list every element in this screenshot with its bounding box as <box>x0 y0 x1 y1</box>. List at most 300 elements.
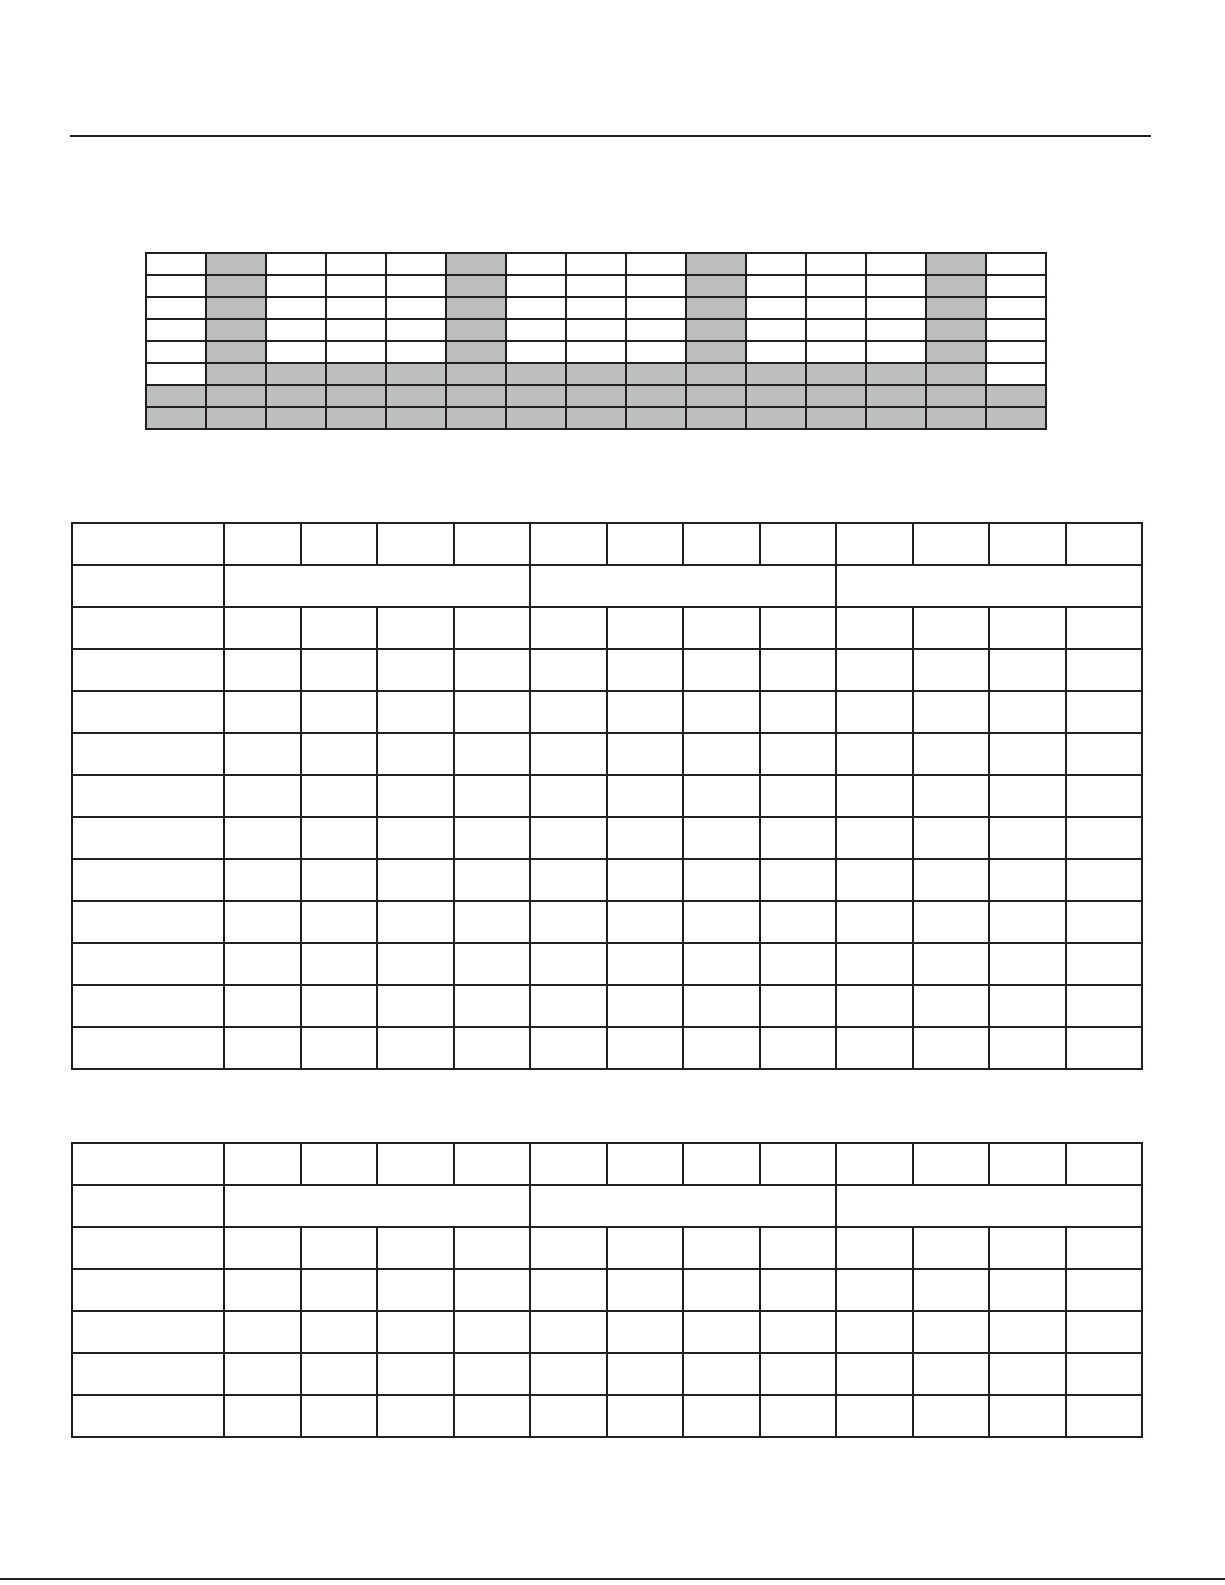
entry-cell[interactable] <box>989 1027 1066 1069</box>
entry-cell[interactable] <box>913 649 990 691</box>
entry-cell[interactable] <box>377 775 454 817</box>
blank-form-table-2 <box>71 1142 1143 1438</box>
entry-cell[interactable] <box>989 1311 1066 1353</box>
header-cell <box>683 1143 760 1185</box>
entry-cell[interactable] <box>530 1353 607 1395</box>
table-row <box>72 1185 1142 1227</box>
entry-cell[interactable] <box>913 859 990 901</box>
entry-cell[interactable] <box>760 859 837 901</box>
entry-cell[interactable] <box>836 1269 913 1311</box>
entry-cell[interactable] <box>1066 985 1143 1027</box>
entry-cell[interactable] <box>760 1227 837 1269</box>
entry-cell[interactable] <box>530 1227 607 1269</box>
entry-cell[interactable] <box>377 901 454 943</box>
entry-cell[interactable] <box>989 1353 1066 1395</box>
grid-cell-shaded <box>746 363 806 385</box>
entry-cell[interactable] <box>836 901 913 943</box>
entry-cell[interactable] <box>301 1269 378 1311</box>
grid-cell-blank <box>146 297 206 319</box>
entry-cell[interactable] <box>377 1311 454 1353</box>
entry-cell[interactable] <box>913 607 990 649</box>
entry-cell[interactable] <box>224 943 301 985</box>
entry-cell[interactable] <box>224 691 301 733</box>
table-row <box>72 1143 1142 1185</box>
entry-cell[interactable] <box>836 1353 913 1395</box>
entry-cell[interactable] <box>989 901 1066 943</box>
entry-cell[interactable] <box>607 1027 684 1069</box>
entry-cell[interactable] <box>224 1353 301 1395</box>
entry-cell[interactable] <box>683 1227 760 1269</box>
row-label-cell[interactable] <box>72 1353 224 1395</box>
entry-cell[interactable] <box>607 733 684 775</box>
entry-cell[interactable] <box>454 1311 531 1353</box>
group-cell[interactable] <box>836 565 1142 607</box>
entry-cell[interactable] <box>224 859 301 901</box>
entry-cell[interactable] <box>683 1353 760 1395</box>
group-cell[interactable] <box>530 565 836 607</box>
row-label-cell[interactable] <box>72 901 224 943</box>
entry-cell[interactable] <box>377 607 454 649</box>
entry-cell[interactable] <box>224 607 301 649</box>
entry-cell[interactable] <box>530 733 607 775</box>
entry-cell[interactable] <box>989 775 1066 817</box>
grid-cell-shaded <box>926 319 986 341</box>
grid-cell-shaded <box>566 407 626 429</box>
entry-cell[interactable] <box>454 1269 531 1311</box>
entry-cell[interactable] <box>377 817 454 859</box>
entry-cell[interactable] <box>224 985 301 1027</box>
table-row <box>72 1027 1142 1069</box>
entry-cell[interactable] <box>760 985 837 1027</box>
entry-cell[interactable] <box>760 1027 837 1069</box>
entry-cell[interactable] <box>989 607 1066 649</box>
entry-cell[interactable] <box>454 901 531 943</box>
entry-cell[interactable] <box>913 1311 990 1353</box>
header-rule <box>70 135 1151 137</box>
entry-cell[interactable] <box>224 1227 301 1269</box>
grid-row <box>146 363 1046 385</box>
entry-cell[interactable] <box>683 775 760 817</box>
grid-cell-shaded <box>746 385 806 407</box>
entry-cell[interactable] <box>1066 1395 1143 1437</box>
entry-cell[interactable] <box>683 817 760 859</box>
entry-cell[interactable] <box>836 985 913 1027</box>
entry-cell[interactable] <box>683 691 760 733</box>
grid-cell-shaded <box>266 385 326 407</box>
entry-cell[interactable] <box>836 733 913 775</box>
grid-row <box>146 319 1046 341</box>
entry-cell[interactable] <box>301 985 378 1027</box>
entry-cell[interactable] <box>454 1027 531 1069</box>
table-row <box>72 1311 1142 1353</box>
entry-cell[interactable] <box>989 1269 1066 1311</box>
entry-cell[interactable] <box>989 1227 1066 1269</box>
grid-cell-shaded <box>926 253 986 275</box>
entry-cell[interactable] <box>454 1353 531 1395</box>
group-cell[interactable] <box>836 1185 1142 1227</box>
entry-cell[interactable] <box>377 985 454 1027</box>
entry-cell[interactable] <box>683 1269 760 1311</box>
entry-cell[interactable] <box>454 607 531 649</box>
entry-cell[interactable] <box>301 817 378 859</box>
entry-cell[interactable] <box>913 943 990 985</box>
entry-cell[interactable] <box>224 901 301 943</box>
grid-cell-shaded <box>326 385 386 407</box>
entry-cell[interactable] <box>683 649 760 691</box>
entry-cell[interactable] <box>1066 607 1143 649</box>
entry-cell[interactable] <box>836 859 913 901</box>
entry-cell[interactable] <box>989 1395 1066 1437</box>
entry-cell[interactable] <box>836 775 913 817</box>
entry-cell[interactable] <box>683 1027 760 1069</box>
entry-cell[interactable] <box>683 943 760 985</box>
grid-cell-blank <box>146 341 206 363</box>
entry-cell[interactable] <box>1066 733 1143 775</box>
header-cell <box>683 523 760 565</box>
entry-cell[interactable] <box>989 691 1066 733</box>
entry-cell[interactable] <box>454 691 531 733</box>
grid-cell-shaded <box>206 341 266 363</box>
entry-cell[interactable] <box>683 607 760 649</box>
grid-row <box>146 341 1046 363</box>
row-label-cell[interactable] <box>72 733 224 775</box>
entry-cell[interactable] <box>1066 1027 1143 1069</box>
entry-cell[interactable] <box>760 775 837 817</box>
entry-cell[interactable] <box>454 649 531 691</box>
entry-cell[interactable] <box>913 1395 990 1437</box>
row-label-cell[interactable] <box>72 1269 224 1311</box>
entry-cell[interactable] <box>607 817 684 859</box>
entry-cell[interactable] <box>454 775 531 817</box>
entry-cell[interactable] <box>607 943 684 985</box>
entry-cell[interactable] <box>836 1227 913 1269</box>
entry-cell[interactable] <box>377 1027 454 1069</box>
blank-form-table-2-body <box>72 1143 1142 1437</box>
entry-cell[interactable] <box>607 1395 684 1437</box>
entry-cell[interactable] <box>1066 1227 1143 1269</box>
grid-cell-shaded <box>806 363 866 385</box>
entry-cell[interactable] <box>836 1027 913 1069</box>
entry-cell[interactable] <box>224 817 301 859</box>
entry-cell[interactable] <box>760 649 837 691</box>
entry-cell[interactable] <box>989 859 1066 901</box>
grid-cell-blank <box>506 275 566 297</box>
grid-cell-shaded <box>686 275 746 297</box>
grid-cell-blank <box>866 319 926 341</box>
entry-cell[interactable] <box>683 1311 760 1353</box>
entry-cell[interactable] <box>1066 901 1143 943</box>
grid-cell-blank <box>866 297 926 319</box>
header-cell <box>836 523 913 565</box>
grid-cell-blank <box>326 341 386 363</box>
entry-cell[interactable] <box>377 1269 454 1311</box>
row-label-cell[interactable] <box>72 607 224 649</box>
header-cell <box>377 523 454 565</box>
entry-cell[interactable] <box>989 733 1066 775</box>
entry-cell[interactable] <box>607 901 684 943</box>
entry-cell[interactable] <box>989 943 1066 985</box>
entry-cell[interactable] <box>836 607 913 649</box>
grid-cell-blank <box>746 341 806 363</box>
grid-cell-shaded <box>446 407 506 429</box>
entry-cell[interactable] <box>989 649 1066 691</box>
row-label-cell[interactable] <box>72 691 224 733</box>
table-row <box>72 733 1142 775</box>
entry-cell[interactable] <box>301 943 378 985</box>
entry-cell[interactable] <box>530 607 607 649</box>
grid-cell-shaded <box>686 407 746 429</box>
grid-cell-blank <box>266 297 326 319</box>
entry-cell[interactable] <box>760 1353 837 1395</box>
entry-cell[interactable] <box>1066 943 1143 985</box>
entry-cell[interactable] <box>377 1395 454 1437</box>
entry-cell[interactable] <box>301 859 378 901</box>
entry-cell[interactable] <box>607 1353 684 1395</box>
entry-cell[interactable] <box>913 1269 990 1311</box>
grid-cell-blank <box>986 253 1046 275</box>
header-cell <box>224 1143 301 1185</box>
entry-cell[interactable] <box>530 649 607 691</box>
entry-cell[interactable] <box>683 901 760 943</box>
grid-cell-shaded <box>626 385 686 407</box>
entry-cell[interactable] <box>913 817 990 859</box>
entry-cell[interactable] <box>913 775 990 817</box>
entry-cell[interactable] <box>760 1269 837 1311</box>
entry-cell[interactable] <box>1066 691 1143 733</box>
table-row <box>72 523 1142 565</box>
entry-cell[interactable] <box>1066 1269 1143 1311</box>
group-cell[interactable] <box>224 1185 530 1227</box>
entry-cell[interactable] <box>530 859 607 901</box>
grid-cell-blank <box>986 319 1046 341</box>
entry-cell[interactable] <box>377 943 454 985</box>
entry-cell[interactable] <box>989 817 1066 859</box>
entry-cell[interactable] <box>836 817 913 859</box>
entry-cell[interactable] <box>607 985 684 1027</box>
entry-cell[interactable] <box>454 733 531 775</box>
entry-cell[interactable] <box>377 859 454 901</box>
row-label-cell[interactable] <box>72 775 224 817</box>
entry-cell[interactable] <box>301 1353 378 1395</box>
entry-cell[interactable] <box>760 691 837 733</box>
entry-cell[interactable] <box>760 817 837 859</box>
grid-cell-blank <box>386 319 446 341</box>
grid-cell-blank <box>566 253 626 275</box>
entry-cell[interactable] <box>530 691 607 733</box>
entry-cell[interactable] <box>760 1311 837 1353</box>
entry-cell[interactable] <box>683 733 760 775</box>
entry-cell[interactable] <box>530 775 607 817</box>
entry-cell[interactable] <box>1066 859 1143 901</box>
entry-cell[interactable] <box>224 649 301 691</box>
grid-cell-blank <box>506 319 566 341</box>
header-cell <box>760 523 837 565</box>
entry-cell[interactable] <box>683 985 760 1027</box>
grid-cell-blank <box>146 253 206 275</box>
grid-cell-blank <box>626 341 686 363</box>
entry-cell[interactable] <box>530 985 607 1027</box>
grid-cell-blank <box>146 363 206 385</box>
grid-cell-shaded <box>446 363 506 385</box>
entry-cell[interactable] <box>836 649 913 691</box>
grid-cell-blank <box>746 275 806 297</box>
entry-cell[interactable] <box>836 691 913 733</box>
entry-cell[interactable] <box>530 817 607 859</box>
entry-cell[interactable] <box>607 649 684 691</box>
entry-cell[interactable] <box>377 1227 454 1269</box>
entry-cell[interactable] <box>1066 1311 1143 1353</box>
entry-cell[interactable] <box>1066 775 1143 817</box>
row-label-cell[interactable] <box>72 649 224 691</box>
entry-cell[interactable] <box>454 817 531 859</box>
grid-cell-shaded <box>326 363 386 385</box>
grid-cell-shaded <box>686 297 746 319</box>
entry-cell[interactable] <box>607 691 684 733</box>
group-cell[interactable] <box>224 565 530 607</box>
entry-cell[interactable] <box>836 1395 913 1437</box>
grid-cell-shaded <box>206 319 266 341</box>
row-label-cell[interactable] <box>72 1395 224 1437</box>
entry-cell[interactable] <box>989 985 1066 1027</box>
entry-cell[interactable] <box>760 943 837 985</box>
grid-cell-shaded <box>866 385 926 407</box>
entry-cell[interactable] <box>607 607 684 649</box>
grid-cell-blank <box>626 275 686 297</box>
entry-cell[interactable] <box>454 943 531 985</box>
header-cell <box>454 523 531 565</box>
entry-cell[interactable] <box>224 1311 301 1353</box>
entry-cell[interactable] <box>454 859 531 901</box>
entry-cell[interactable] <box>913 733 990 775</box>
grid-cell-shaded <box>686 341 746 363</box>
entry-cell[interactable] <box>530 1269 607 1311</box>
group-cell[interactable] <box>530 1185 836 1227</box>
entry-cell[interactable] <box>760 733 837 775</box>
header-cell <box>989 1143 1066 1185</box>
entry-cell[interactable] <box>836 943 913 985</box>
entry-cell[interactable] <box>607 1227 684 1269</box>
table-row <box>72 607 1142 649</box>
entry-cell[interactable] <box>301 733 378 775</box>
row-label-cell[interactable] <box>72 1027 224 1069</box>
grid-cell-shaded <box>206 363 266 385</box>
entry-cell[interactable] <box>760 901 837 943</box>
entry-cell[interactable] <box>683 1395 760 1437</box>
footer-rule <box>0 1578 1225 1580</box>
entry-cell[interactable] <box>301 607 378 649</box>
grid-cell-blank <box>266 253 326 275</box>
grid-cell-blank <box>326 297 386 319</box>
grid-cell-shaded <box>386 385 446 407</box>
entry-cell[interactable] <box>913 901 990 943</box>
entry-cell[interactable] <box>301 901 378 943</box>
entry-cell[interactable] <box>607 1269 684 1311</box>
grid-cell-shaded <box>326 407 386 429</box>
row-label-cell[interactable] <box>72 859 224 901</box>
grid-cell-blank <box>266 341 326 363</box>
grid-cell-shaded <box>746 407 806 429</box>
entry-cell[interactable] <box>607 775 684 817</box>
table-row <box>72 901 1142 943</box>
entry-cell[interactable] <box>683 859 760 901</box>
entry-cell[interactable] <box>530 1027 607 1069</box>
entry-cell[interactable] <box>301 1311 378 1353</box>
entry-cell[interactable] <box>301 691 378 733</box>
entry-cell[interactable] <box>377 691 454 733</box>
entry-cell[interactable] <box>913 691 990 733</box>
entry-cell[interactable] <box>454 1395 531 1437</box>
entry-cell[interactable] <box>530 1311 607 1353</box>
entry-cell[interactable] <box>913 1027 990 1069</box>
entry-cell[interactable] <box>913 1227 990 1269</box>
entry-cell[interactable] <box>224 1269 301 1311</box>
entry-cell[interactable] <box>1066 817 1143 859</box>
entry-cell[interactable] <box>377 1353 454 1395</box>
entry-cell[interactable] <box>1066 649 1143 691</box>
entry-cell[interactable] <box>760 1395 837 1437</box>
row-label-cell[interactable] <box>72 817 224 859</box>
entry-cell[interactable] <box>377 733 454 775</box>
entry-cell[interactable] <box>377 649 454 691</box>
row-label-cell[interactable] <box>72 1311 224 1353</box>
grid-cell-blank <box>326 275 386 297</box>
entry-cell[interactable] <box>301 649 378 691</box>
entry-cell[interactable] <box>530 943 607 985</box>
grid-row <box>146 275 1046 297</box>
row-label-cell[interactable] <box>72 943 224 985</box>
entry-cell[interactable] <box>913 985 990 1027</box>
entry-cell[interactable] <box>760 607 837 649</box>
entry-cell[interactable] <box>607 1311 684 1353</box>
entry-cell[interactable] <box>530 901 607 943</box>
grid-cell-shaded <box>686 319 746 341</box>
row-label-cell <box>72 1143 224 1185</box>
grid-cell-shaded <box>206 385 266 407</box>
grid-cell-blank <box>266 275 326 297</box>
entry-cell[interactable] <box>1066 1353 1143 1395</box>
header-cell <box>607 523 684 565</box>
row-label-cell[interactable] <box>72 985 224 1027</box>
entry-cell[interactable] <box>301 1395 378 1437</box>
grid-cell-blank <box>506 253 566 275</box>
grid-cell-blank <box>806 253 866 275</box>
header-cell <box>1066 1143 1143 1185</box>
entry-cell[interactable] <box>301 1227 378 1269</box>
entry-cell[interactable] <box>301 775 378 817</box>
entry-cell[interactable] <box>530 1395 607 1437</box>
entry-cell[interactable] <box>224 1395 301 1437</box>
entry-cell[interactable] <box>224 733 301 775</box>
entry-cell[interactable] <box>913 1353 990 1395</box>
grid-cell-shaded <box>686 253 746 275</box>
entry-cell[interactable] <box>224 775 301 817</box>
header-cell <box>377 1143 454 1185</box>
entry-cell[interactable] <box>224 1027 301 1069</box>
grid-cell-shaded <box>206 297 266 319</box>
entry-cell[interactable] <box>301 1027 378 1069</box>
row-label-cell[interactable] <box>72 1227 224 1269</box>
grid-cell-shaded <box>266 363 326 385</box>
entry-cell[interactable] <box>454 1227 531 1269</box>
entry-cell[interactable] <box>607 859 684 901</box>
grid-cell-blank <box>386 297 446 319</box>
grid-row <box>146 297 1046 319</box>
entry-cell[interactable] <box>454 985 531 1027</box>
entry-cell[interactable] <box>836 1311 913 1353</box>
grid-cell-shaded <box>446 385 506 407</box>
grid-cell-blank <box>806 275 866 297</box>
grid-cell-blank <box>146 319 206 341</box>
